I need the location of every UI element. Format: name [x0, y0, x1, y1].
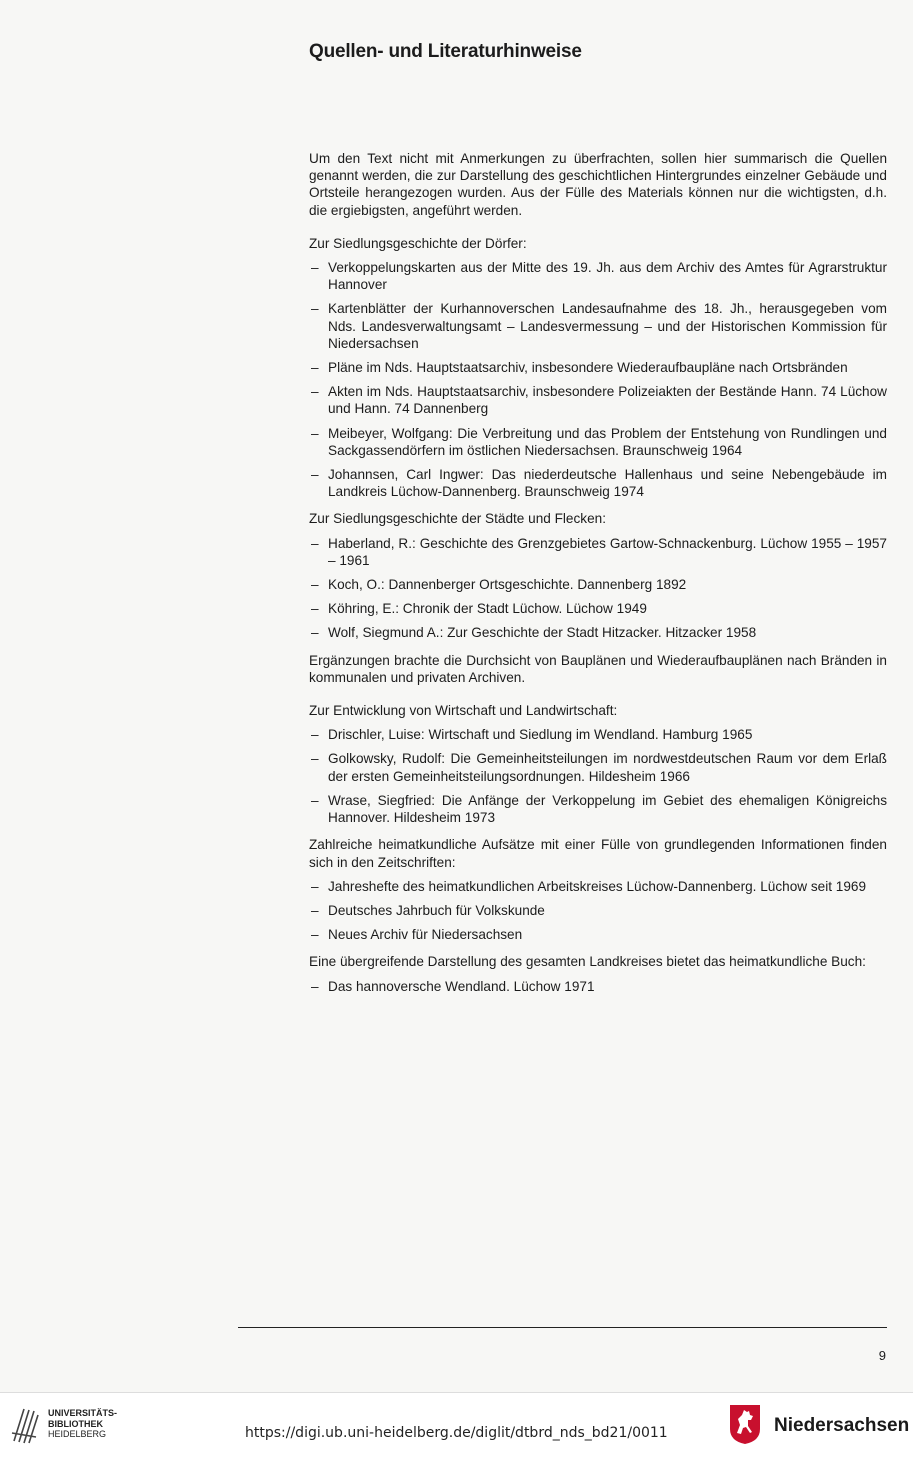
list-item: – Koch, O.: Dannenberger Ortsgeschichte. Dannenberg 1892: [311, 577, 687, 593]
dash-bullet: –: [311, 927, 319, 943]
list-item: – Meibeyer, Wolfgang: Die Verbreitung und das Problem der Entstehung von Rundlingen und Sackgassendörfern im östlichen Niedersachsen. Braunschweig 1964: [311, 425, 887, 458]
list-item: – Neues Archiv für Niedersachsen: [311, 927, 523, 943]
list-towns: [309, 535, 887, 642]
list-item: – Akten im Nds. Hauptstaatsarchiv, insbesondere Polizeiakten der Bestände Hann. 74 Lüchow und Hann. 74 Dannenberg: [311, 384, 887, 417]
supplement-paragraph: Ergänzungen brachte die Durchsicht von Bauplänen und Wiederaufbauplänen nach Bränden in kommunalen und privaten Archiven.: [309, 652, 887, 685]
dash-bullet: –: [311, 978, 319, 994]
list-journals: [309, 878, 887, 944]
list-item: – Johannsen, Carl Ingwer: Das niederdeutsche Hallenhaus und seine Nebengebäude im Landkreis Lüchow-Dannenberg. Braunschweig 1974: [311, 467, 887, 500]
document-content: [309, 40, 887, 1005]
dash-bullet: –: [311, 425, 319, 441]
list-item: – Pläne im Nds. Hauptstaatsarchiv, insbesondere Wiederaufbaupläne nach Ortsbränden: [311, 360, 848, 376]
dash-bullet: –: [311, 902, 319, 918]
dash-bullet: –: [311, 601, 319, 617]
page-title: Quellen- und Literaturhinweise: [309, 41, 582, 62]
list-item: – Wrase, Siegfried: Die Anfänge der Verkoppelung im Gebiet des ehemaligen Königreichs Hannover. Hildesheim 1973: [311, 792, 887, 826]
section-heading-overview: Eine übergreifende Darstellung des gesamten Landkreises bietet das heimatkundliche Buch:: [309, 954, 866, 970]
list-item: – Jahreshefte des heimatkundlichen Arbeitskreises Lüchow-Dannenberg. Lüchow seit 1969: [311, 878, 867, 894]
dash-bullet: –: [311, 260, 319, 276]
list-item: – Kartenblätter der Kurhannoverschen Landesaufnahme des 18. Jh., herausgegeben vom Nds. Landesverwaltungsamt – Landesvermessung – und der Historischen Kommission für Niedersachsen: [311, 301, 887, 351]
list-item: – Wolf, Siegmund A.: Zur Geschichte der Stadt Hitzacker. Hitzacker 1958: [311, 625, 757, 641]
list-economy: [309, 726, 887, 826]
source-url-link[interactable]: https://digi.ub.uni-heidelberg.de/diglit/dtbrd_nds_bd21/0011: [245, 1425, 668, 1441]
intro-paragraph: Um den Text nicht mit Anmerkungen zu überfrachten, sollen hier summarisch die Quellen genannt werden, die zur Darstellung des geschichtlichen Hintergrundes einzelner Gebäude und Ortsteile herangezogen wurden. Aus der Fülle des Materials können nur die wichtigsten, d.h. die ergiebigsten, angeführt werden.: [309, 151, 887, 218]
list-item: – Haberland, R.: Geschichte des Grenzgebietes Gartow-Schnackenburg. Lüchow 1955 – 1957 – 1961: [311, 535, 887, 568]
list-item: – Golkowsky, Rudolf: Die Gemeinheitsteilungen im nordwestdeutschen Raum vor dem Erlaß der ersten Gemeinheitsteilungsordnungen. Hildesheim 1966: [311, 751, 887, 784]
horse-crest-icon: [728, 1403, 762, 1445]
dash-bullet: –: [311, 727, 319, 743]
dash-bullet: –: [311, 360, 319, 376]
list-item: – Verkoppelungskarten aus der Mitte des 19. Jh. aus dem Archiv des Amtes für Agrarstruktur Hannover: [311, 260, 887, 293]
viewer-footer: [0, 1392, 913, 1458]
library-logo[interactable]: [10, 1403, 120, 1449]
dash-bullet: –: [311, 792, 319, 808]
section-heading-journals: Zahlreiche heimatkundliche Aufsätze mit einer Fülle von grundlegenden Informationen finden sich in den Zeitschriften:: [309, 837, 887, 870]
dash-bullet: –: [311, 878, 319, 894]
section-heading-villages: Zur Siedlungsgeschichte der Dörfer:: [309, 235, 527, 251]
dash-bullet: –: [311, 535, 319, 551]
library-name: UNIVERSITÄTS- BIBLIOTHEK HEIDELBERG: [48, 1408, 118, 1439]
list-item: – Das hannoversche Wendland. Lüchow 1971: [311, 978, 595, 994]
state-name: Niedersachsen: [774, 1415, 910, 1436]
list-item: – Köhring, E.: Chronik der Stadt Lüchow. Lüchow 1949: [311, 601, 647, 617]
list-item: – Drischler, Luise: Wirtschaft und Siedlung im Wendland. Hamburg 1965: [311, 727, 753, 743]
niedersachsen-logo[interactable]: [728, 1403, 908, 1449]
list-villages: [309, 259, 887, 500]
list-overview: [309, 978, 887, 995]
list-item: – Deutsches Jahrbuch für Volkskunde: [311, 902, 545, 918]
dash-bullet: –: [311, 625, 319, 641]
library-seal-icon: [10, 1405, 40, 1445]
section-heading-towns: Zur Siedlungsgeschichte der Städte und Flecken:: [309, 511, 606, 527]
dash-bullet: –: [311, 384, 319, 400]
dash-bullet: –: [311, 577, 319, 593]
section-heading-economy: Zur Entwicklung von Wirtschaft und Landwirtschaft:: [309, 703, 618, 719]
dash-bullet: –: [311, 467, 319, 483]
page-number: 9: [878, 1348, 886, 1363]
dash-bullet: –: [311, 301, 319, 317]
footer-rule: [238, 1327, 887, 1328]
dash-bullet: –: [311, 751, 319, 767]
